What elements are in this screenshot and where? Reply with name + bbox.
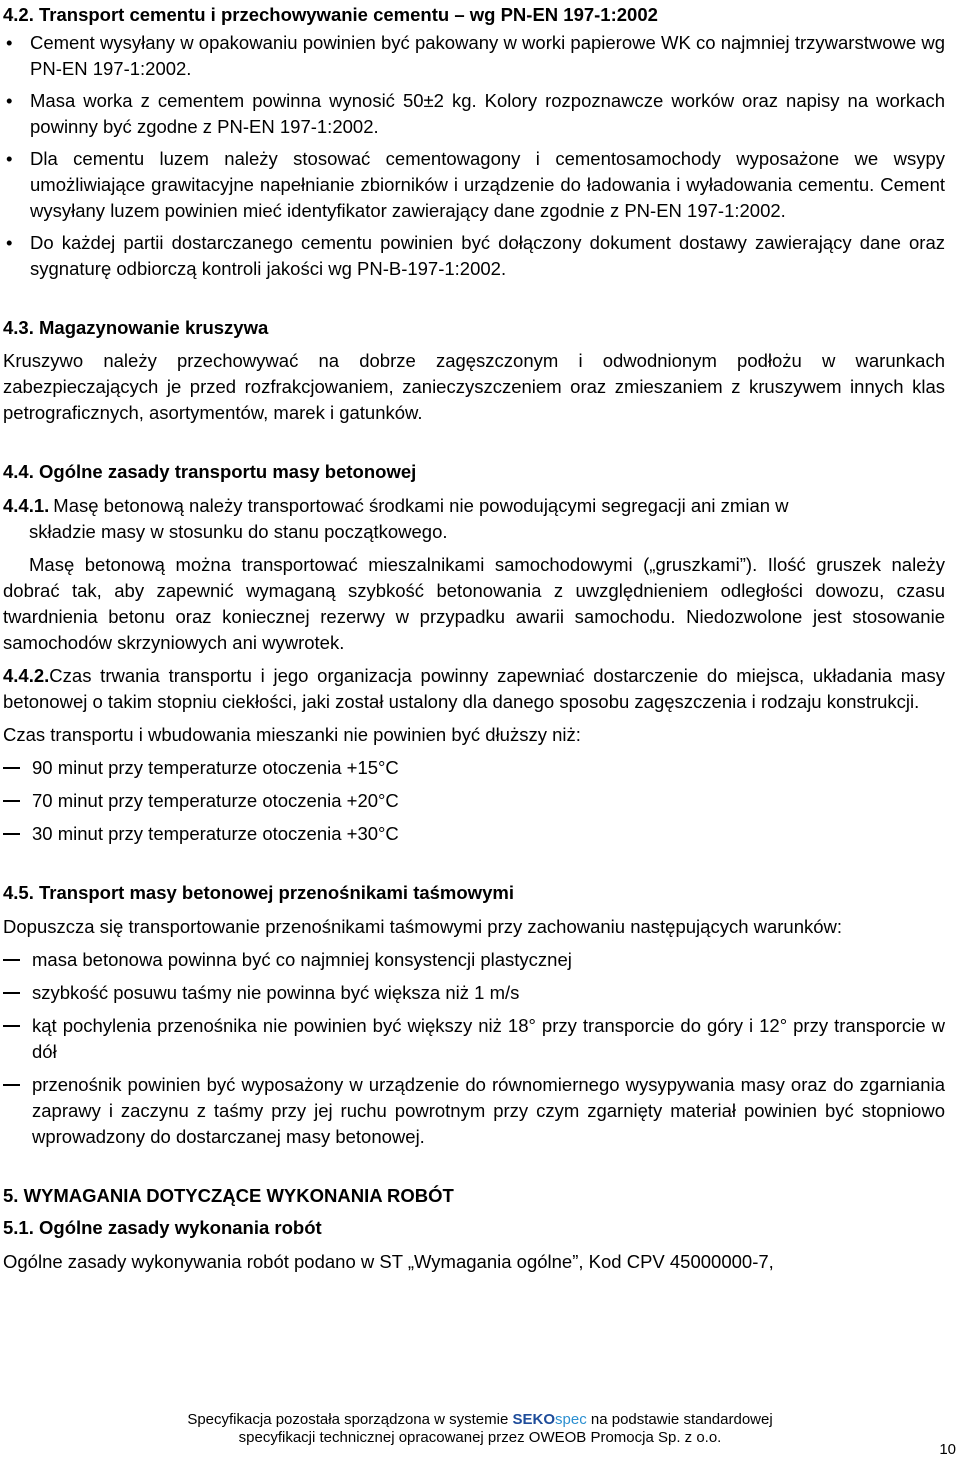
section-4-2-title: 4.2. Transport cementu i przechowywanie cementu – wg PN-EN 197-1:2002	[3, 4, 658, 25]
bullet-icon: •	[6, 232, 13, 253]
list-item: • Dla cementu luzem należy stosować cementowagony i cementosamochody wyposażone we wsypy umożliwiające grawitacyjne napełnianie zbiorników i urządzenie do ładowania i wyładowania cementu. Cement wysyłany luzem powinien mieć identyfikator zawierający dane zgodnie z PN-EN 197-1:2002.	[3, 146, 945, 224]
list-item: masa betonowa powinna być co najmniej konsystencji plastycznej	[32, 949, 572, 970]
page-footer	[0, 1411, 960, 1447]
footer-line-2: specyfikacji technicznej opracowanej przez OWEOB Promocja Sp. z o.o.	[238, 1429, 722, 1446]
bullet-icon: •	[6, 32, 13, 53]
list-item: • Cement wysyłany w opakowaniu powinien być pakowany w worki papierowe WK co najmniej trzywarstwowe wg PN-EN 197-1:2002.	[3, 30, 945, 82]
list-item: • Masa worka z cementem powinna wynosić 50±2 kg. Kolory rozpoznawcze worków oraz napisy na workach powinny być zgodne z PN-EN 197-1:2002.	[3, 88, 945, 140]
section-4-5-intro: Dopuszcza się transportowanie przenośnikami taśmowymi przy zachowaniu następujących warunków:	[3, 916, 843, 937]
list-item: szybkość posuwu taśmy nie powinna być większa niż 1 m/s	[32, 982, 520, 1003]
section-4-5-title: 4.5. Transport masy betonowej przenośnikami taśmowymi	[3, 882, 514, 903]
footer-line-1: Specyfikacja pozostała sporządzona w systemie SEKOspec na podstawie standardowej	[187, 1411, 773, 1428]
section-5-title: 5. WYMAGANIA DOTYCZĄCE WYKONANIA ROBÓT	[3, 1185, 454, 1206]
section-4-4-title: 4.4. Ogólne zasady transportu masy betonowej	[3, 461, 417, 482]
list-item: 30 minut przy temperaturze otoczenia +30°C	[32, 823, 399, 844]
page-content	[3, 3, 945, 1275]
section-4-3-title: 4.3. Magazynowanie kruszywa	[3, 317, 269, 338]
paragraph-4-4-1-continued: składzie masy w stosunku do stanu początkowego.	[29, 521, 448, 542]
list-item: 70 minut przy temperaturze otoczenia +20°C	[32, 790, 399, 811]
paragraph-gruszki: Masę betonową można transportować mieszalnikami samochodowymi („gruszkami”). Ilość gruszek należy dobrać tak, aby zapewnić wymaganą szybkość betonowania z uwzględnieniem odległości dowozu, czasu twardnienia betonu oraz koniecznej rezerwy w przypadku awarii samochodu. Niedozwolone jest stosowanie samochodów skrzyniowych ani wywrotek.	[3, 554, 945, 653]
section-4-3-text: Kruszywo należy przechowywać na dobrze zagęszczonym i odwodnionym podłożu w warunkach zabezpieczających je przed rozfrakcjowaniem, zanieczyszczeniem oraz zmieszaniem z kruszywem innych klas petrograficznych, asortymentów, marek i gatunków.	[3, 350, 945, 423]
paragraph-number: 4.4.2.	[3, 665, 50, 686]
page-number: 10	[939, 1441, 956, 1458]
bullet-icon: •	[6, 90, 13, 111]
sekospec-logo: SEKOspec	[512, 1411, 587, 1428]
section-5-1-title: 5.1. Ogólne zasady wykonania robót	[3, 1217, 322, 1238]
list-item: 90 minut przy temperaturze otoczenia +15°C	[32, 757, 399, 778]
paragraph-4-4-1: 4.4.1. Masę betonową należy transportować środkami nie powodującymi segregacji ani zmian w	[3, 493, 945, 519]
bullet-icon: •	[6, 148, 13, 169]
paragraph-number: 4.4.1.	[3, 495, 50, 516]
list-item: kąt pochylenia przenośnika nie powinien być większy niż 18° przy transporcie do góry i 12° przy transporcie w dół	[32, 1015, 945, 1062]
list-item: • Do każdej partii dostarczanego cementu powinien być dołączony dokument dostawy zawierający dane oraz sygnaturę odbiorczą kontroli jakości wg PN-B-197-1:2002.	[3, 230, 945, 282]
paragraph-4-4-2: 4.4.2.Czas trwania transportu i jego organizacja powinny zapewniać dostarczenie do miejsca, układania masy betonowej o takim stopniu ciekłości, jaki został ustalony dla danego sposobu zagęszczenia i rodzaju konstrukcji.	[3, 665, 945, 712]
section-5-1-text: Ogólne zasady wykonywania robót podano w ST „Wymagania ogólne”, Kod CPV 45000000-7,	[3, 1251, 774, 1272]
list-item: przenośnik powinien być wyposażony w urządzenie do równomiernego wysypywania masy oraz do zgarniania zaprawy i zaczynu z taśmy przy jej ruchu powrotnym przy czym zgarnięty materiał powinien być stopniowo wprowadzony do dostarczanej masy betonowej.	[32, 1074, 945, 1147]
transport-time-intro: Czas transportu i wbudowania mieszanki nie powinien być dłuższy niż:	[3, 724, 581, 745]
